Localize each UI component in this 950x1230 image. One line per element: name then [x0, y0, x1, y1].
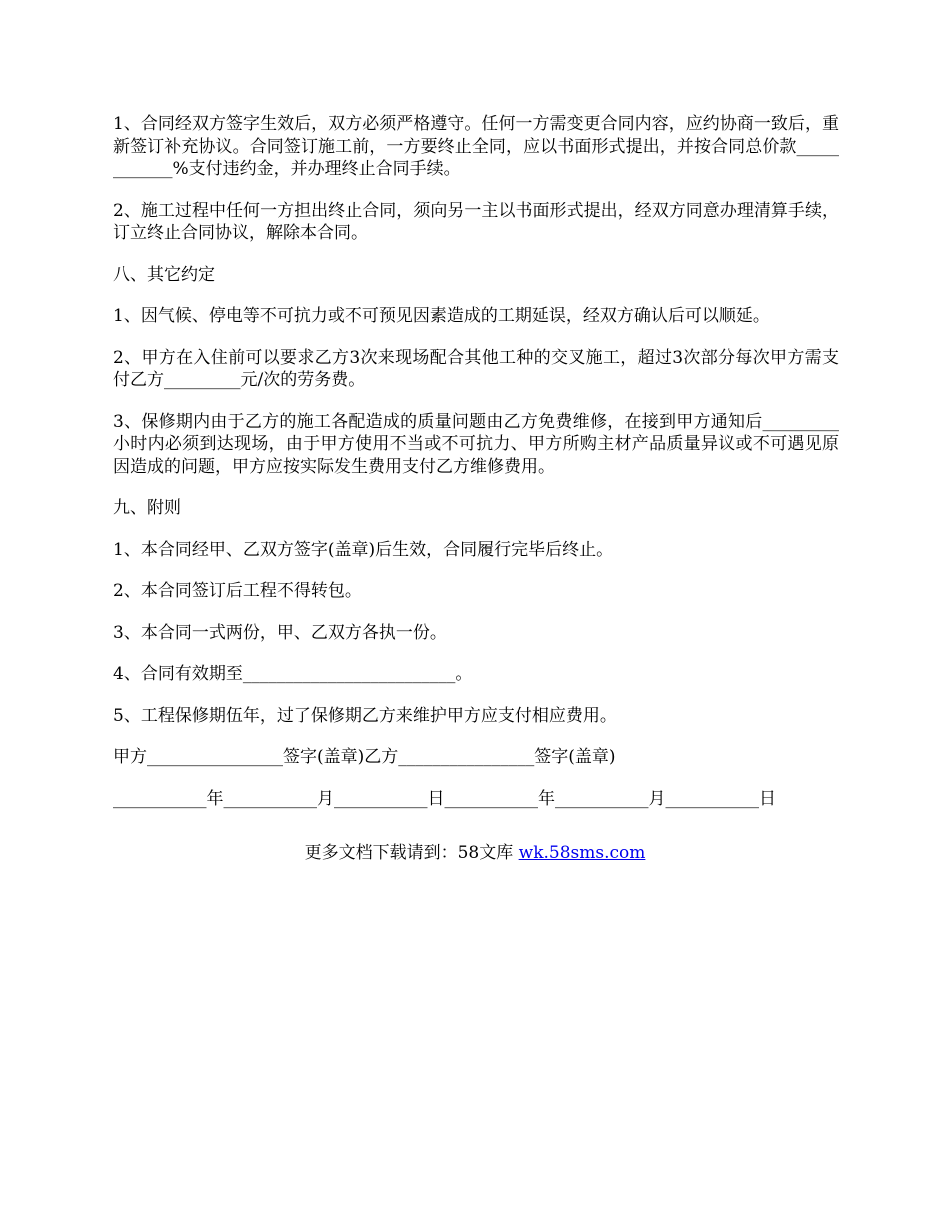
clause-warranty-repair: 3、保修期内由于乙方的施工各配造成的质量问题由乙方免费维修，在接到甲方通知后_________小时内必须到达现场，由于甲方使用不当或不可抗力、甲方所购主材产品质量异议或不可遇见原因造成的问题，甲方应按实际发生费用支付乙方维修费用。 [113, 411, 839, 477]
footer [0, 842, 950, 865]
clause-validity-period: 4、合同有效期至_________________________。 [113, 664, 473, 684]
clause-effective: 1、本合同经甲、乙双方签字(盖章)后生效，合同履行完毕后终止。 [113, 539, 614, 560]
clause-warranty-period: 5、工程保修期伍年，过了保修期乙方来维护甲方应支付相应费用。 [113, 705, 617, 726]
footer-link[interactable]: wk.58sms.com [518, 843, 646, 863]
footer-text: 更多文档下载请到：58文库 [304, 843, 514, 863]
clause-cross-construction: 2、甲方在入住前可以要求乙方3次来现场配合其他工种的交叉施工，超过3次部分每次甲方需支付乙方_________元/次的劳务费。 [113, 347, 839, 390]
date-line: ___________年___________月___________日___________年___________月___________日 [113, 788, 776, 809]
section-heading-supplementary: 九、附则 [113, 498, 181, 518]
clause-termination-by-agreement: 1、合同经双方签字生效后，双方必须严格遵守。任何一方需变更合同内容，应约协商一致后，重新签订补充协议。合同签订施工前，一方要终止全同，应以书面形式提出，并按合同总价款____________%支付违约金，并办理终止合同手续。 [113, 114, 839, 179]
document-body [113, 113, 839, 829]
section-heading-other-agreements: 八、其它约定 [113, 264, 215, 285]
clause-no-subcontract: 2、本合同签订后工程不得转包。 [113, 581, 362, 601]
clause-termination-during-construction: 2、施工过程中任何一方担出终止合同，须向另一主以书面形式提出，经双方同意办理清算手续，订立终止合同协议，解除本合同。 [113, 200, 839, 243]
clause-force-majeure: 1、因气候、停电等不可抗力或不可预见因素造成的工期延误，经双方确认后可以顺延。 [113, 306, 770, 326]
signature-line: 甲方________________签字(盖章)乙方________________签字(盖章) [113, 747, 616, 767]
clause-copies: 3、本合同一式两份，甲、乙双方各执一份。 [113, 622, 447, 643]
